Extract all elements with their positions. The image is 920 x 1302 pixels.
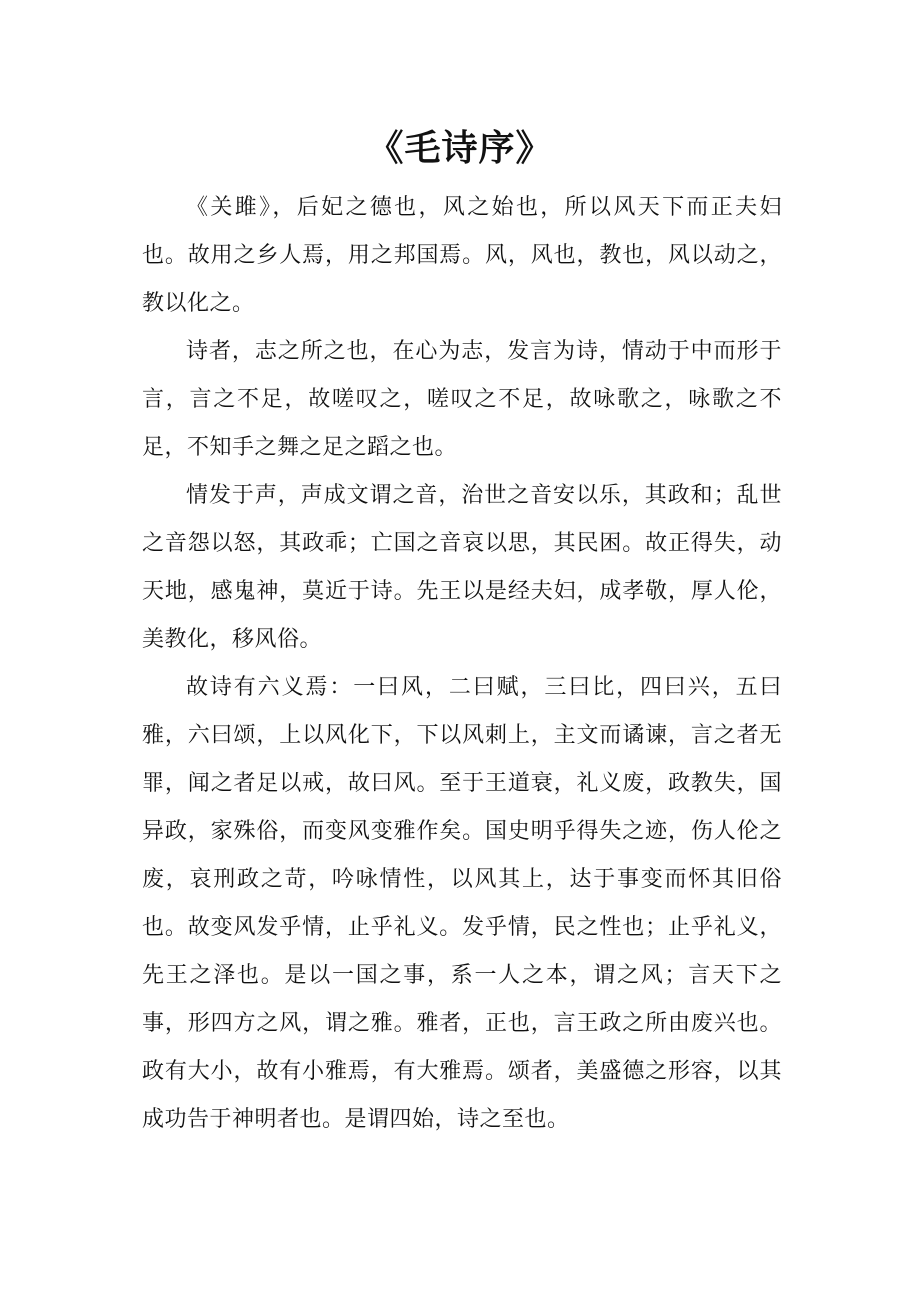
paragraph-3: 情发于声，声成文谓之音，治世之音安以乐，其政和；乱世之音怨以怒，其政乖；亡国之音哀以思，其民困。故正得失，动天地，感鬼神，莫近于诗。先王以是经夫妇，成孝敬，厚人伦，美教化，移风俗。 <box>142 483 782 652</box>
paragraph-1: 《关雎》，后妃之德也，风之始也，所以风天下而正夫妇也。故用之乡人焉，用之邦国焉。风，风也，教也，风以动之，教以化之。 <box>142 195 782 316</box>
document-body <box>142 184 782 1144</box>
page-title: 《毛诗序》 <box>367 127 553 169</box>
paragraph-4: 故诗有六义焉：一曰风，二曰赋，三曰比，四曰兴，五曰雅，六曰颂，上以风化下，下以风刺上，主文而谲谏，言之者无罪，闻之者足以戒，故曰风。至于王道衰，礼义废，政教失，国异政，家殊俗，而变风变雅作矣。国史明乎得失之迹，伤人伦之废，哀刑政之苛，吟咏情性，以风其上，达于事变而怀其旧俗也。故变风发乎情，止乎礼义。发乎情，民之性也；止乎礼义，先王之泽也。是以一国之事，系一人之本，谓之风；言天下之事，形四方之风，谓之雅。雅者，正也，言王政之所由废兴也。政有大小，故有小雅焉，有大雅焉。颂者，美盛德之形容，以其成功告于神明者也。是谓四始，诗之至也。 <box>142 675 782 1132</box>
paragraph-2: 诗者，志之所之也，在心为志，发言为诗，情动于中而形于言，言之不足，故嗟叹之，嗟叹之不足，故咏歌之，咏歌之不足，不知手之舞之足之蹈之也。 <box>142 339 782 460</box>
